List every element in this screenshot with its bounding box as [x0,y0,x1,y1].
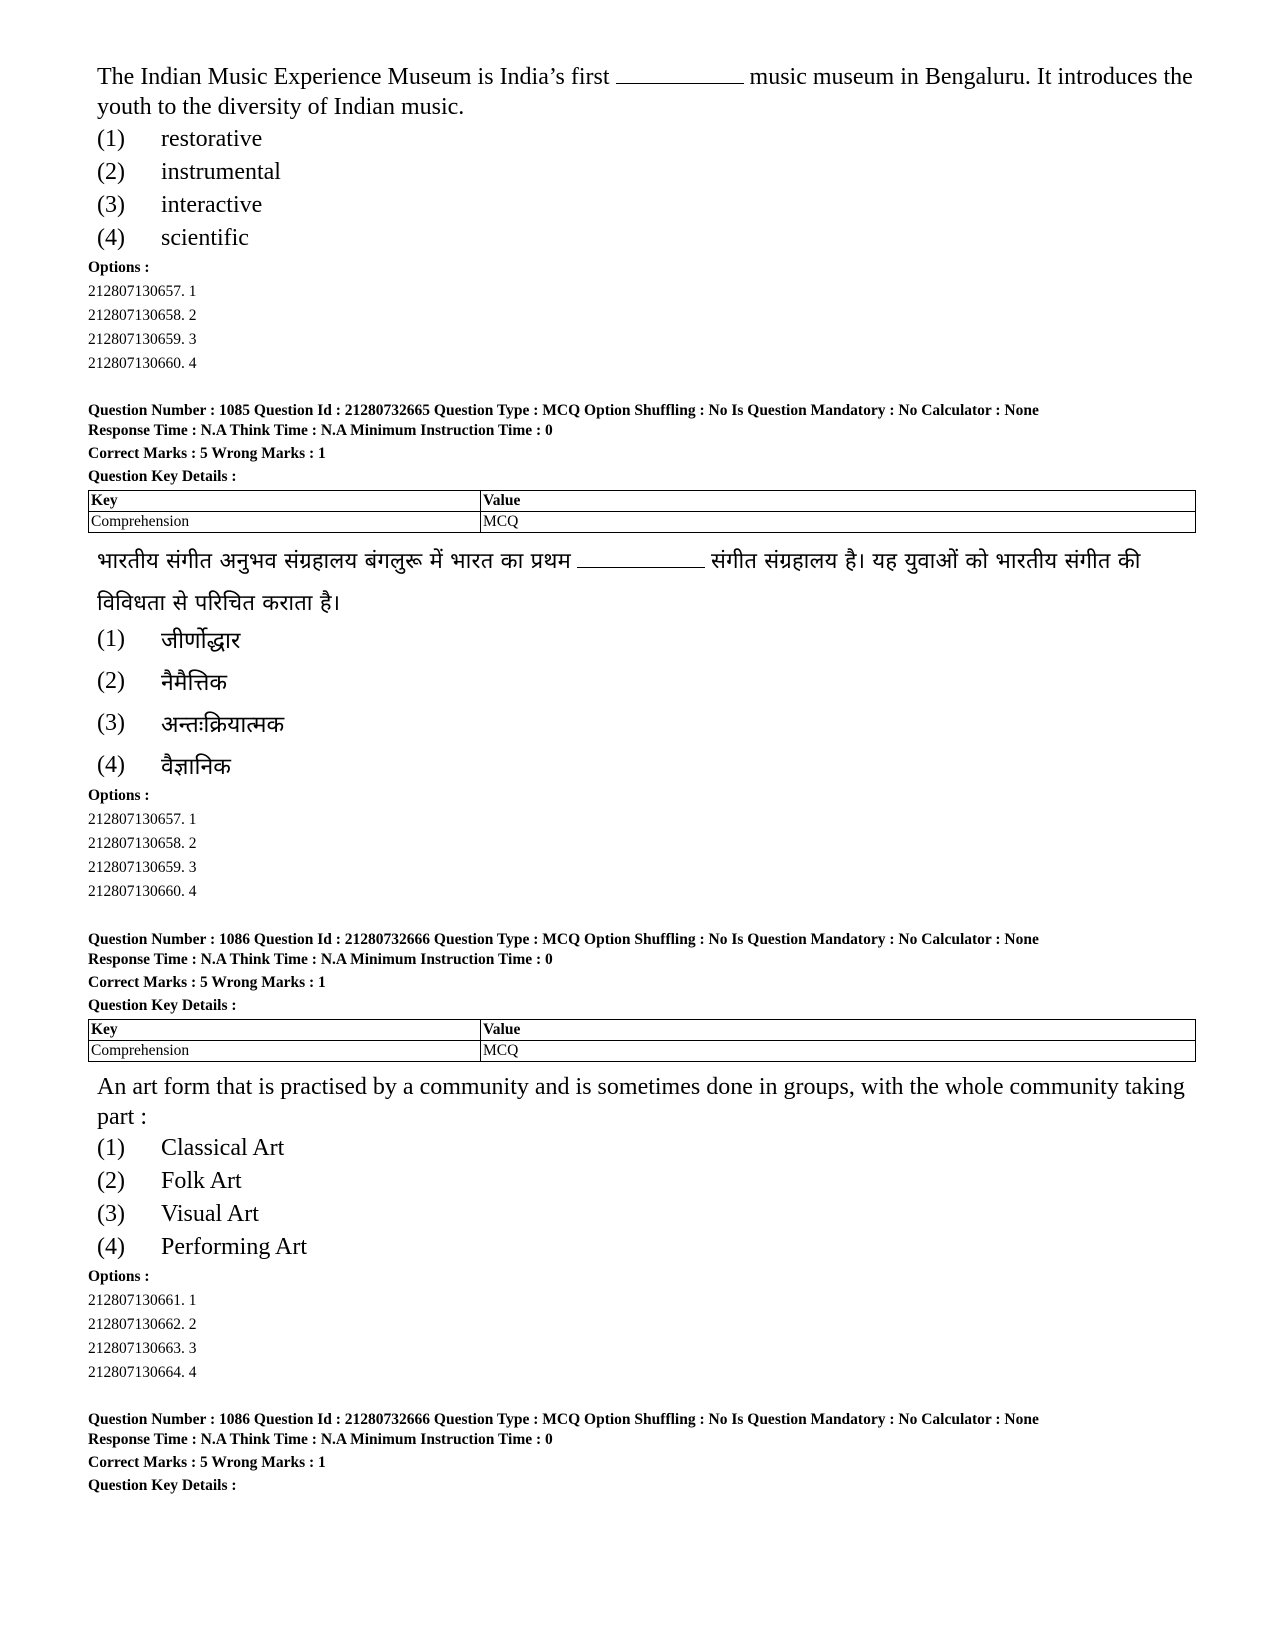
meta-line: Correct Marks : 5 Wrong Marks : 1 [88,1454,326,1471]
option-number: (3) [97,1201,125,1227]
question-text-part: music museum in Bengaluru. It introduces the youth to the diversity of Indian music. [97,64,1193,120]
answer-option [97,189,281,222]
blank-line [616,63,744,84]
table-cell: Comprehension [89,1041,481,1062]
option-number: (3) [97,192,125,218]
answer-option [97,156,281,189]
option-number: (4) [97,751,125,778]
option-number: (4) [97,225,125,251]
table-header-cell: Value [481,491,1196,512]
option-number: (1) [97,1135,125,1161]
meta-line: Correct Marks : 5 Wrong Marks : 1 [88,445,326,462]
blank-line [577,547,705,568]
option-ids-q1 [88,256,197,376]
options-label: Options : [88,1268,150,1285]
option-text: Visual Art [161,1201,259,1227]
table-cell: MCQ [481,512,1196,533]
option-id: 212807130660. 4 [88,355,197,372]
meta-line: Question Key Details : [88,1477,237,1494]
options-label: Options : [88,259,150,276]
table-header-row [89,1020,1196,1041]
question-key-table-1086 [88,1019,1196,1062]
answer-options-q1 [97,123,281,255]
option-text: Performing Art [161,1234,307,1260]
question-meta-1086-repeat [88,1410,1208,1496]
meta-line: Correct Marks : 5 Wrong Marks : 1 [88,974,326,991]
option-id: 212807130663. 3 [88,1340,197,1357]
answer-option [97,744,284,786]
question-text-part: भारतीय संगीत अनुभव संग्रहालय बंगलुरू में भारत का प्रथम [97,549,571,574]
option-number: (1) [97,625,125,652]
meta-line: Response Time : N.A Think Time : N.A Minimum Instruction Time : 0 [88,1431,553,1448]
answer-option [97,618,284,660]
option-id: 212807130657. 1 [88,811,197,828]
question-meta-1085 [88,401,1208,487]
answer-option [97,222,281,255]
option-number: (2) [97,159,125,185]
meta-line: Question Number : 1086 Question Id : 21280732666 Question Type : MCQ Option Shuffling : No Is Question Mandatory : No Calculator : None [88,1411,1039,1428]
option-ids-q3 [88,1265,197,1385]
meta-line: Question Number : 1085 Question Id : 21280732665 Question Type : MCQ Option Shuffling : No Is Question Mandatory : No Calculator : None [88,402,1039,419]
option-text: अन्तःक्रियात्मक [161,712,285,738]
answer-option [97,123,281,156]
option-text: Folk Art [161,1168,242,1194]
answer-option [97,702,284,744]
table-header-cell: Key [89,491,481,512]
option-number: (1) [97,126,125,152]
option-id: 212807130661. 1 [88,1292,197,1309]
question-text-part: संगीत संग्रहालय है। यह युवाओं को भारतीय संगीत की विविधता से परिचित कराता है। [97,549,1141,616]
answer-option [97,1165,307,1198]
option-id: 212807130658. 2 [88,307,197,324]
question-text-q3: An art form that is practised by a community and is sometimes done in groups, with the whole community taking part : [97,1074,1185,1130]
option-number: (2) [97,667,125,694]
answer-option [97,1231,307,1264]
option-text: Classical Art [161,1135,285,1161]
table-cell: Comprehension [89,512,481,533]
option-id: 212807130657. 1 [88,283,197,300]
question-text-q2 [97,541,1195,625]
option-text: वैज्ञानिक [161,754,231,780]
table-header-cell: Key [89,1020,481,1041]
option-text: instrumental [161,159,281,185]
option-text: scientific [161,225,249,251]
table-header-cell: Value [481,1020,1196,1041]
options-label: Options : [88,787,150,804]
option-text: जीर्णोद्धार [161,628,241,654]
answer-option [97,1132,307,1165]
question-key-table-1085 [88,490,1196,533]
option-number: (2) [97,1168,125,1194]
meta-line: Response Time : N.A Think Time : N.A Minimum Instruction Time : 0 [88,951,553,968]
option-id: 212807130659. 3 [88,859,197,876]
option-id: 212807130659. 3 [88,331,197,348]
table-row [89,1041,1196,1062]
question-meta-1086 [88,930,1208,1016]
table-header-row [89,491,1196,512]
option-number: (3) [97,709,125,736]
table-cell: MCQ [481,1041,1196,1062]
question-text-part: The Indian Music Experience Museum is India’s first [97,64,610,90]
option-text: restorative [161,126,263,152]
question-text-q1 [97,62,1195,122]
option-id: 212807130664. 4 [88,1364,197,1381]
option-id: 212807130660. 4 [88,883,197,900]
table-row [89,512,1196,533]
answer-option [97,660,284,702]
option-text: interactive [161,192,263,218]
answer-options-q3 [97,1132,307,1264]
meta-line: Question Key Details : [88,468,237,485]
option-id: 212807130658. 2 [88,835,197,852]
answer-options-q2 [97,618,284,786]
option-ids-q2 [88,784,197,904]
option-id: 212807130662. 2 [88,1316,197,1333]
option-number: (4) [97,1234,125,1260]
answer-option [97,1198,307,1231]
meta-line: Question Key Details : [88,997,237,1014]
option-text: नैमैत्तिक [161,670,228,696]
meta-line: Question Number : 1086 Question Id : 21280732666 Question Type : MCQ Option Shuffling : No Is Question Mandatory : No Calculator : None [88,931,1039,948]
meta-line: Response Time : N.A Think Time : N.A Minimum Instruction Time : 0 [88,422,553,439]
